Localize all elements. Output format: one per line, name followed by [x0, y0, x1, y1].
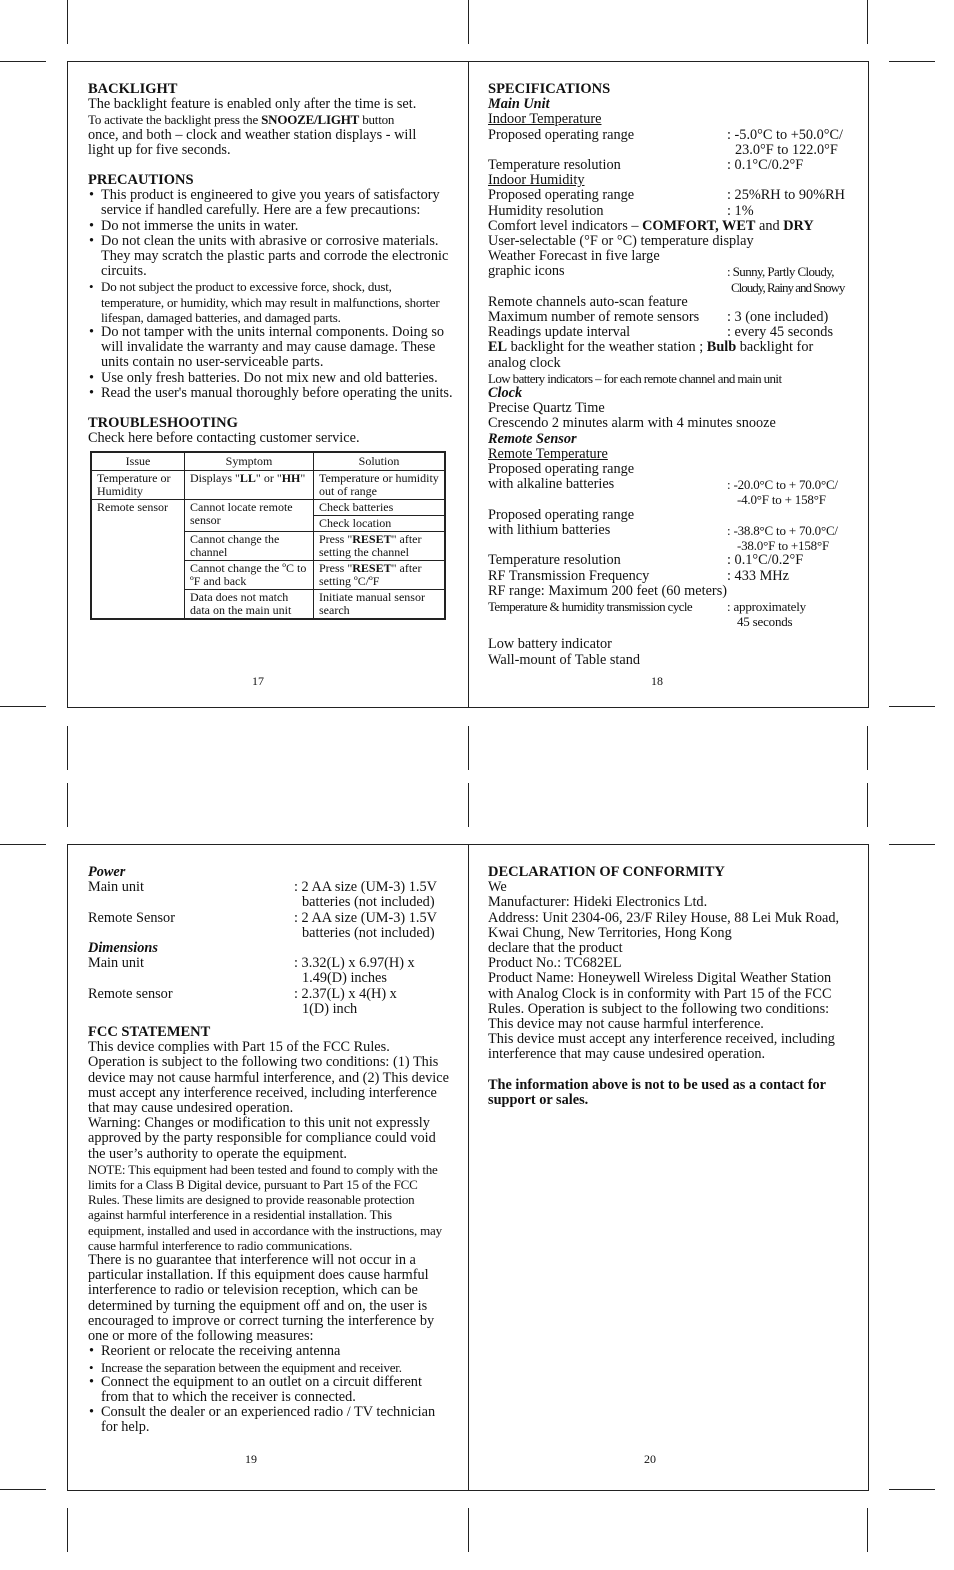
text-run: and — [755, 217, 784, 234]
specifications-heading: SPECIFICATIONS — [488, 81, 611, 97]
table-cell: Cannot change the ºC to ºF and back — [185, 561, 314, 590]
crop-mark — [867, 726, 868, 770]
declaration-text: We — [488, 879, 507, 896]
spec-row — [488, 188, 856, 203]
low-battery-indicator-text: Low battery indicator — [488, 636, 612, 653]
spec-label: with lithium batteries — [488, 521, 611, 538]
measures-list — [88, 1344, 450, 1435]
spec-row — [88, 895, 450, 910]
spec-label — [488, 492, 727, 507]
page-number: 18 — [651, 674, 663, 688]
text-run: " after setting the channel — [319, 532, 422, 560]
condition-text: This device may not cause harmful interference. — [488, 1016, 764, 1033]
spec-value: : 1% — [727, 202, 754, 219]
spec-value: : 0.1°C/0.2°F — [727, 552, 804, 569]
page-20 — [488, 865, 856, 1108]
product-number-text: Product No.: TC682EL — [488, 955, 622, 972]
spec-row — [488, 158, 856, 173]
spec-row — [488, 128, 856, 143]
low-battery-text: Low battery indicators – for each remote channel and main unit — [488, 370, 782, 386]
spec-row — [488, 492, 856, 507]
spec-label: RF Transmission Frequency — [488, 567, 650, 584]
spec-label: Humidity resolution — [488, 202, 604, 219]
spec-label — [88, 895, 294, 910]
crop-mark — [889, 61, 935, 62]
user-selectable-text: User-selectable (°F or °C) temperature display — [488, 233, 754, 250]
comfort-indicators-text — [488, 219, 856, 234]
crop-mark — [867, 0, 868, 44]
ll-code: LL — [239, 471, 256, 486]
list-item: • Use only fresh batteries. Do not mix new and old batteries. — [88, 371, 454, 386]
contact-notice: The information above is not to be used as a contact for support or sales. — [488, 1076, 826, 1108]
spec-row — [88, 880, 450, 895]
dry-label: DRY — [783, 217, 814, 234]
list-item: • Do not subject the product to excessive force, shock, dust, temperature, or humidity, which may result in malfunctions, shorter lifespan, damaged batteries, and damaged parts. — [88, 279, 454, 325]
spec-row — [88, 911, 450, 926]
backlight-text: light up for five seconds. — [88, 141, 231, 158]
page-divider — [468, 61, 469, 708]
table-header-row — [91, 452, 445, 471]
spec-label — [488, 538, 727, 553]
list-item: • Consult the dealer or an experienced radio / TV technician for help. — [88, 1405, 450, 1435]
spec-value: : 0.1°C/0.2°F — [727, 157, 804, 174]
spec-row — [488, 599, 856, 614]
spec-label: Proposed operating range — [488, 461, 635, 478]
column-header: Issue — [91, 452, 185, 471]
spec-row — [88, 956, 450, 971]
spec-value: : 25%RH to 90%RH — [727, 187, 845, 204]
main-unit-subheading: Main Unit — [488, 96, 550, 113]
spec-row — [88, 926, 450, 941]
table-cell: Data does not match data on the main unit — [185, 590, 314, 620]
table-row — [91, 471, 445, 500]
spec-row — [88, 971, 450, 986]
spec-row — [488, 280, 856, 295]
table-cell: Initiate manual sensor search — [314, 590, 446, 620]
column-header: Symptom — [185, 452, 314, 471]
text-run: button — [359, 112, 395, 128]
spec-label — [488, 280, 727, 295]
spec-label: Maximum number of remote sensors — [488, 309, 700, 326]
text-run: " after setting ºC/ºF — [319, 561, 422, 589]
spec-label: with alkaline batteries — [488, 476, 615, 493]
table-cell: Temperature or Humidity — [91, 471, 185, 500]
snooze-light-label: SNOOZE/LIGHT — [261, 112, 360, 128]
spec-value: : 433 MHz — [727, 567, 789, 584]
spec-label: Temperature & humidity transmission cycle — [488, 598, 693, 614]
spec-value: 1(D) inch — [302, 1000, 358, 1017]
list-item: • Connect the equipment to an outlet on a circuit different from that to which the receiver is connected. — [88, 1375, 450, 1405]
reset-label: RESET — [352, 532, 392, 547]
spec-value: : approximately — [727, 598, 806, 614]
spec-label — [488, 614, 727, 629]
list-item: • Do not immerse the units in water. — [88, 219, 454, 234]
hh-code: HH — [281, 471, 301, 486]
autoscan-text: Remote channels auto-scan feature — [488, 293, 688, 310]
spec-label — [488, 143, 727, 158]
spec-row — [488, 477, 856, 492]
dimensions-subheading: Dimensions — [88, 940, 158, 957]
spec-value: : -20.0°C to + 70.0°C/ — [727, 477, 838, 493]
spec-row — [488, 614, 856, 629]
address-text: Address: Unit 2304-06, 23/F Riley House, 88 Lei Muk Road, Kwai Chung, New Territories, Hong Kong — [488, 909, 840, 941]
page-number: 20 — [644, 1452, 656, 1466]
backlight-text: once, and both – clock and weather station displays - will — [88, 126, 417, 143]
spec-value: -4.0°F to + 158°F — [737, 492, 826, 508]
el-label: EL — [488, 339, 508, 356]
table-cell — [314, 500, 446, 532]
spec-label: Temperature resolution — [488, 552, 621, 569]
table-cell — [314, 532, 446, 561]
backlight-heading: BACKLIGHT — [88, 81, 178, 97]
spec-value: : Sunny, Partly Cloudy, — [727, 264, 834, 280]
spec-value: : 2 AA size (UM-3) 1.5V — [294, 879, 437, 896]
fcc-paragraph: There is no guarantee that interference will not occur in a particular installation. If this equipment does cause harmful interference to radio or television reception, which can be determined by turning the equipment off and on, the user is encouraged to improve or correct turning the interference by one or more of the following measures: — [88, 1252, 435, 1345]
crop-mark — [0, 1489, 46, 1490]
crop-mark — [0, 844, 46, 845]
crop-mark — [867, 1508, 868, 1552]
power-subheading: Power — [88, 864, 126, 880]
spec-value: 23.0°F to 122.0°F — [735, 141, 838, 158]
spec-value: : every 45 seconds — [727, 324, 834, 341]
solution-check-batteries: Check batteries — [314, 500, 444, 516]
solution-check-location: Check location — [319, 516, 392, 531]
troubleshooting-table — [90, 451, 446, 620]
crop-mark — [468, 726, 469, 770]
spec-label: Temperature resolution — [488, 157, 621, 174]
condition-text: This device must accept any interference received, including interference that may cause undesired operation. — [488, 1031, 835, 1063]
crop-mark — [889, 706, 935, 707]
spec-row — [488, 569, 856, 584]
spec-value: -38.0°F to +158°F — [737, 538, 829, 554]
spec-label — [88, 926, 294, 941]
text-run: Press " — [319, 561, 353, 576]
crop-mark — [67, 726, 68, 770]
crop-mark — [889, 844, 935, 845]
spec-label: Proposed operating range — [488, 187, 635, 204]
list-item: • Reorient or relocate the receiving antenna — [88, 1344, 450, 1359]
analog-clock-text: analog clock — [488, 354, 561, 371]
manufacturer-text: Manufacturer: Hideki Electronics Ltd. — [488, 894, 708, 911]
precautions-list — [88, 188, 454, 401]
fcc-warning: Warning: Changes or modification to this unit not expressly approved by the party responsible for compliance could void the user’s authority to operate the equipment. — [88, 1115, 436, 1162]
spec-value: : 2.37(L) x 4(H) x — [294, 985, 397, 1002]
bulb-label: Bulb — [706, 339, 737, 356]
table-row — [91, 500, 445, 532]
crop-mark — [468, 1508, 469, 1552]
text-run: Comfort level indicators – — [488, 217, 643, 234]
spec-label: graphic icons — [488, 263, 565, 280]
spec-row — [488, 553, 856, 568]
text-run: Displays " — [190, 471, 240, 486]
list-item: • Do not tamper with the units internal components. Doing so will invalidate the warranty and may cause damage. These units contain no user-serviceable parts. — [88, 325, 454, 371]
spec-row — [488, 204, 856, 219]
spec-label: Main unit — [88, 955, 144, 972]
spec-value: : 3.32(L) x 6.97(H) x — [294, 955, 415, 972]
spec-label: Remote sensor — [88, 985, 173, 1002]
table-cell: Temperature or humidity out of range — [314, 471, 446, 500]
spec-value: 45 seconds — [737, 614, 793, 630]
clock-subheading: Clock — [488, 385, 523, 402]
remote-temperature-label: Remote Temperature — [488, 445, 608, 462]
table-cell — [185, 471, 314, 500]
table-cell — [314, 561, 446, 590]
forecast-text: Weather Forecast in five large — [488, 248, 660, 265]
page-18 — [488, 82, 856, 668]
crop-mark — [67, 783, 68, 827]
spec-value: batteries (not included) — [302, 894, 435, 911]
crop-mark — [867, 783, 868, 827]
spec-label: Remote Sensor — [88, 909, 175, 926]
crop-mark — [889, 1489, 935, 1490]
crop-mark — [468, 783, 469, 827]
list-item: • Increase the separation between the equipment and receiver. — [88, 1360, 450, 1375]
declaration-text: declare that the product — [488, 940, 623, 957]
page-number: 17 — [252, 674, 264, 688]
crop-mark — [0, 61, 46, 62]
list-item: • Do not clean the units with abrasive or corrosive materials. They may scratch the plastic parts and corrode the electronic circuits. — [88, 234, 454, 280]
reset-label: RESET — [352, 561, 392, 576]
crop-mark — [67, 0, 68, 44]
crop-mark — [468, 0, 469, 44]
comfort-wet-label: COMFORT, WET — [642, 217, 756, 234]
troubleshooting-intro: Check here before contacting customer service. — [88, 430, 360, 447]
spec-label: Proposed operating range — [488, 506, 635, 523]
spec-value: 1.49(D) inches — [302, 970, 387, 987]
spec-row — [488, 264, 856, 279]
alarm-text: Crescendo 2 minutes alarm with 4 minutes snooze — [488, 415, 776, 432]
crop-mark — [0, 706, 46, 707]
spec-label: Main unit — [88, 879, 144, 896]
spec-row — [488, 325, 856, 340]
remote-sensor-subheading: Remote Sensor — [488, 430, 577, 447]
indoor-humidity-label: Indoor Humidity — [488, 172, 585, 189]
spec-row — [88, 1002, 450, 1017]
declaration-heading: DECLARATION OF CONFORMITY — [488, 864, 725, 880]
quartz-text: Precise Quartz Time — [488, 400, 605, 417]
fcc-heading: FCC STATEMENT — [88, 1024, 211, 1041]
fcc-paragraph: This device complies with Part 15 of the FCC Rules. Operation is subject to the following two conditions: (1) This device may not cause harmful interference, and (2) This device must accept any interference received, including interference that may cause undesired operation. — [88, 1039, 449, 1117]
text-run: Press " — [319, 532, 353, 547]
fcc-note: NOTE: This equipment had been tested and found to comply with the limits for a Class B Digital device, pursuant to Part 15 of the FCC Rules. These limits are designed to provide reasonable protection against harmful interference in a residential installation. This equipment, installed and used in accordance with the instructions, may cause harmful interference to radio communications. — [88, 1161, 442, 1253]
spec-label — [88, 971, 294, 986]
table-cell: Cannot locate remote sensor — [185, 500, 314, 532]
indoor-temperature-label: Indoor Temperature — [488, 111, 602, 128]
rf-range-text: RF range: Maximum 200 feet (60 meters) — [488, 582, 728, 599]
table-cell: Cannot change the channel — [185, 532, 314, 561]
table-cell: Remote sensor — [91, 500, 185, 620]
spec-value: Cloudy, Rainy and Snowy — [731, 279, 845, 295]
spec-value: : -38.8°C to + 70.0°C/ — [727, 522, 838, 538]
list-item: • Read the user's manual thoroughly before operating the units. — [88, 386, 454, 401]
text-run: " or " — [255, 471, 282, 486]
spec-row — [488, 143, 856, 158]
spec-row — [488, 538, 856, 553]
spec-row — [488, 523, 856, 538]
spec-row — [88, 987, 450, 1002]
page-19 — [88, 865, 450, 1436]
spec-value: batteries (not included) — [302, 924, 435, 941]
backlight-text: The backlight feature is enabled only after the time is set. — [88, 96, 417, 113]
text-run: " — [300, 471, 306, 486]
spec-label: Proposed operating range — [488, 126, 635, 143]
backlight-spec-text — [488, 340, 856, 355]
list-item: • This product is engineered to give you years of satisfactory service if handled carefully. Here are a few precautions: — [88, 188, 454, 218]
crop-mark — [67, 1508, 68, 1552]
spec-label — [88, 1002, 294, 1017]
text-run: To activate the backlight press the — [88, 112, 262, 128]
spec-label: Readings update interval — [488, 324, 631, 341]
spec-row — [488, 310, 856, 325]
spec-value: : -5.0°C to +50.0°C/ — [727, 126, 844, 143]
text-run: backlight for the weather station ; — [507, 339, 707, 356]
precautions-heading: PRECAUTIONS — [88, 172, 194, 189]
product-name-text: Product Name: Honeywell Wireless Digital Weather Station with Analog Clock is in conformity with Part 15 of the FCC Rules. Operation is subject to the following two conditions: — [488, 970, 832, 1017]
page-divider — [468, 844, 469, 1491]
spec-value: : 3 (one included) — [727, 309, 829, 326]
troubleshooting-heading: TROUBLESHOOTING — [88, 415, 238, 432]
text-run: backlight for — [736, 339, 814, 356]
column-header: Solution — [314, 452, 446, 471]
wall-mount-text: Wall-mount of Table stand — [488, 651, 641, 668]
page-17 — [88, 82, 454, 620]
spec-value: : 2 AA size (UM-3) 1.5V — [294, 909, 437, 926]
page-number: 19 — [245, 1452, 257, 1466]
backlight-text — [88, 112, 454, 127]
